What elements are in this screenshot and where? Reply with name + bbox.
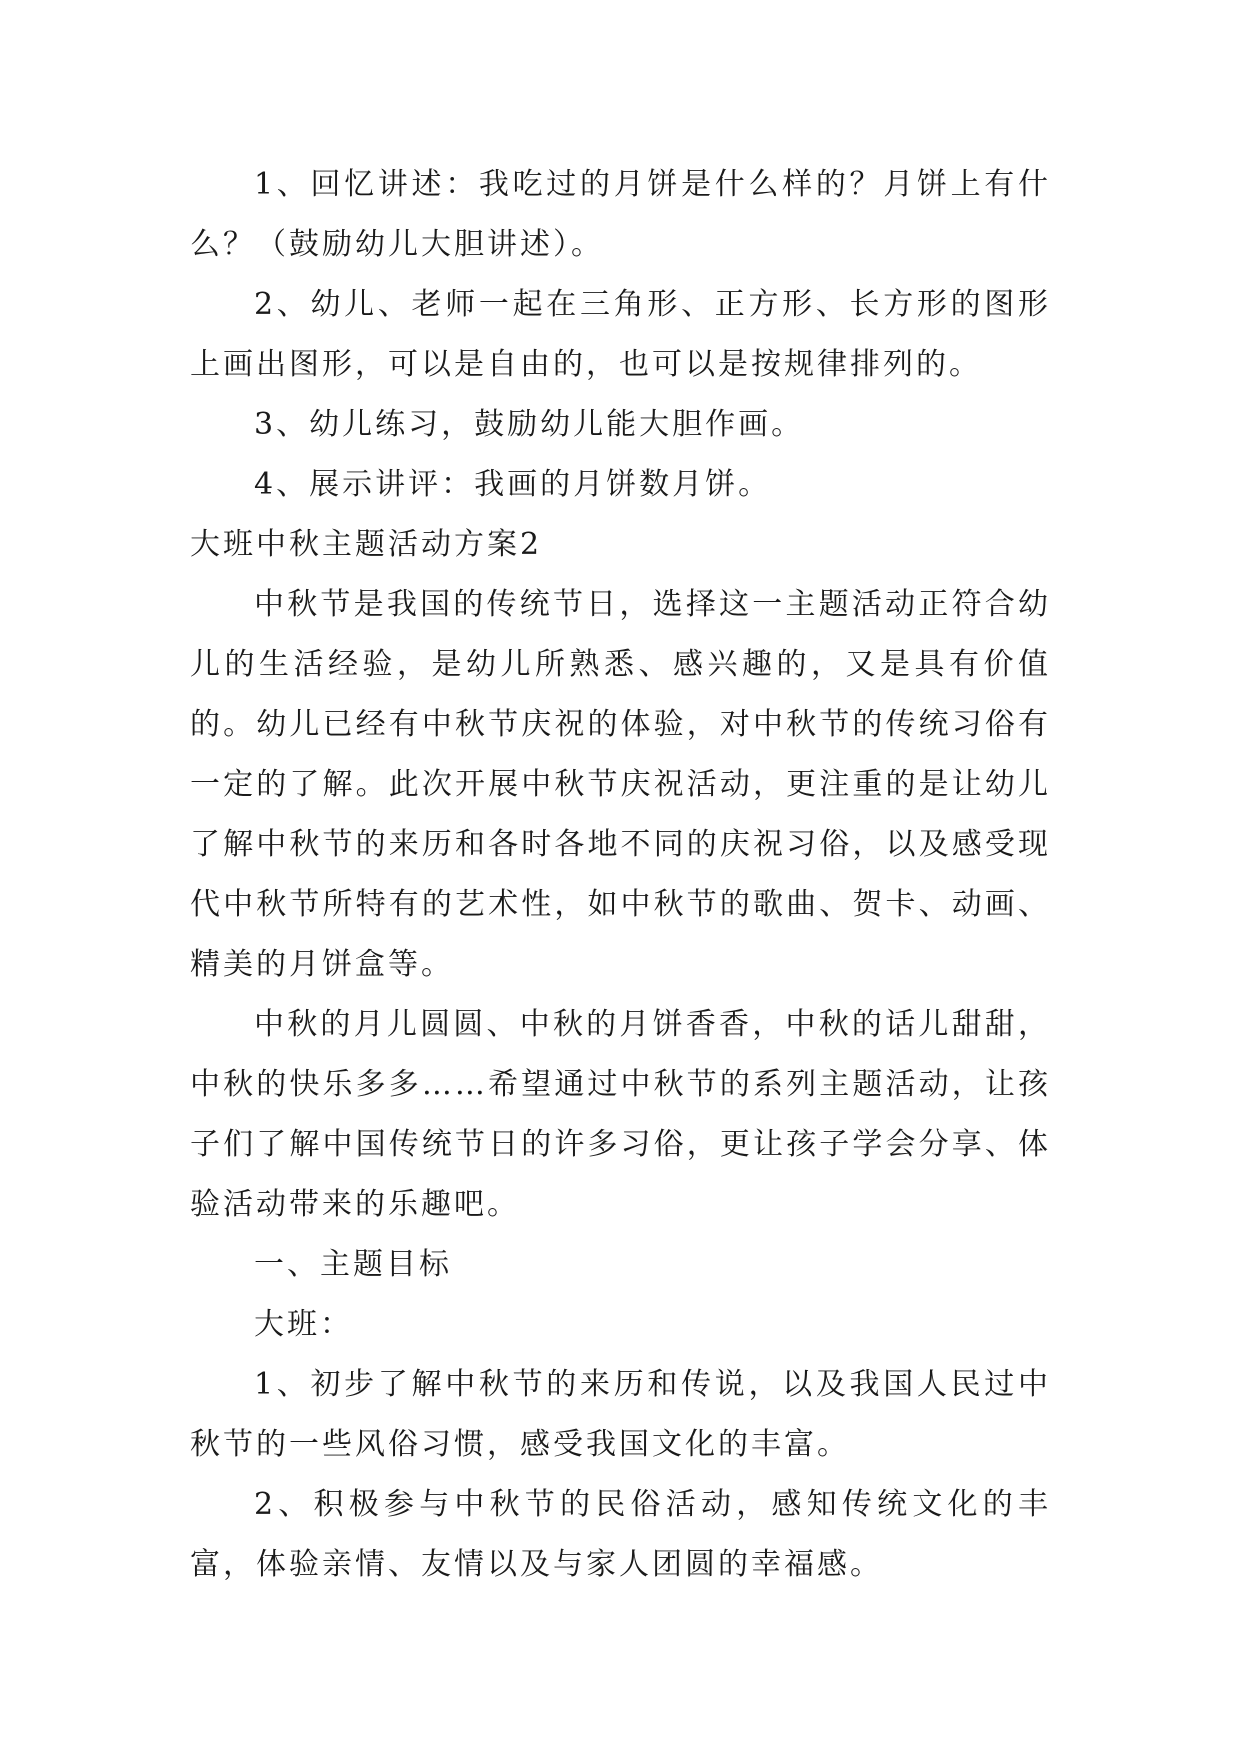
section-heading: 大班中秋主题活动方案2 [190,527,543,562]
paragraph-step-3-practice: 3、幼儿练习，鼓励幼儿能大胆作画。 [254,407,805,442]
paragraph-step-2-draw: 2、幼儿、老师一起在三角形、正方形、长方形的图形上画出图形，可以是自由的，也可以是按规律排列的。 [190,287,1051,382]
paragraph-goal-2: 2、积极参与中秋节的民俗活动，感知传统文化的丰富，体验亲情、友情以及与家人团圆的幸福感。 [190,1487,1051,1582]
paragraph-step-4-review: 4、展示讲评：我画的月饼数月饼。 [254,467,772,502]
paragraph-intro: 中秋节是我国的传统节日，选择这一主题活动正符合幼儿的生活经验，是幼儿所熟悉、感兴趣的，又是具有价值的。幼儿已经有中秋节庆祝的体验，对中秋节的传统习俗有一定的了解。此次开展中秋节庆祝活动，更注重的是让幼儿了解中秋节的来历和各时各地不同的庆祝习俗，以及感受现代中秋节所特有的艺术性，如中秋节的歌曲、贺卡、动画、精美的月饼盒等。 [190,587,1051,982]
subheading-goals: 一、主题目标 [254,1247,452,1282]
document-body [190,155,1051,1595]
paragraph-step-1-recall: 1、回忆讲述：我吃过的月饼是什么样的？月饼上有什么？（鼓励幼儿大胆讲述）。 [190,167,1051,262]
subheading-class: 大班： [254,1307,353,1342]
paragraph-goal-1: 1、初步了解中秋节的来历和传说，以及我国人民过中秋节的一些风俗习惯，感受我国文化的丰富。 [190,1367,1051,1462]
paragraph-mid-autumn: 中秋的月儿圆圆、中秋的月饼香香，中秋的话儿甜甜，中秋的快乐多多……希望通过中秋节的系列主题活动，让孩子们了解中国传统节日的许多习俗，更让孩子学会分享、体验活动带来的乐趣吧。 [190,1007,1051,1222]
